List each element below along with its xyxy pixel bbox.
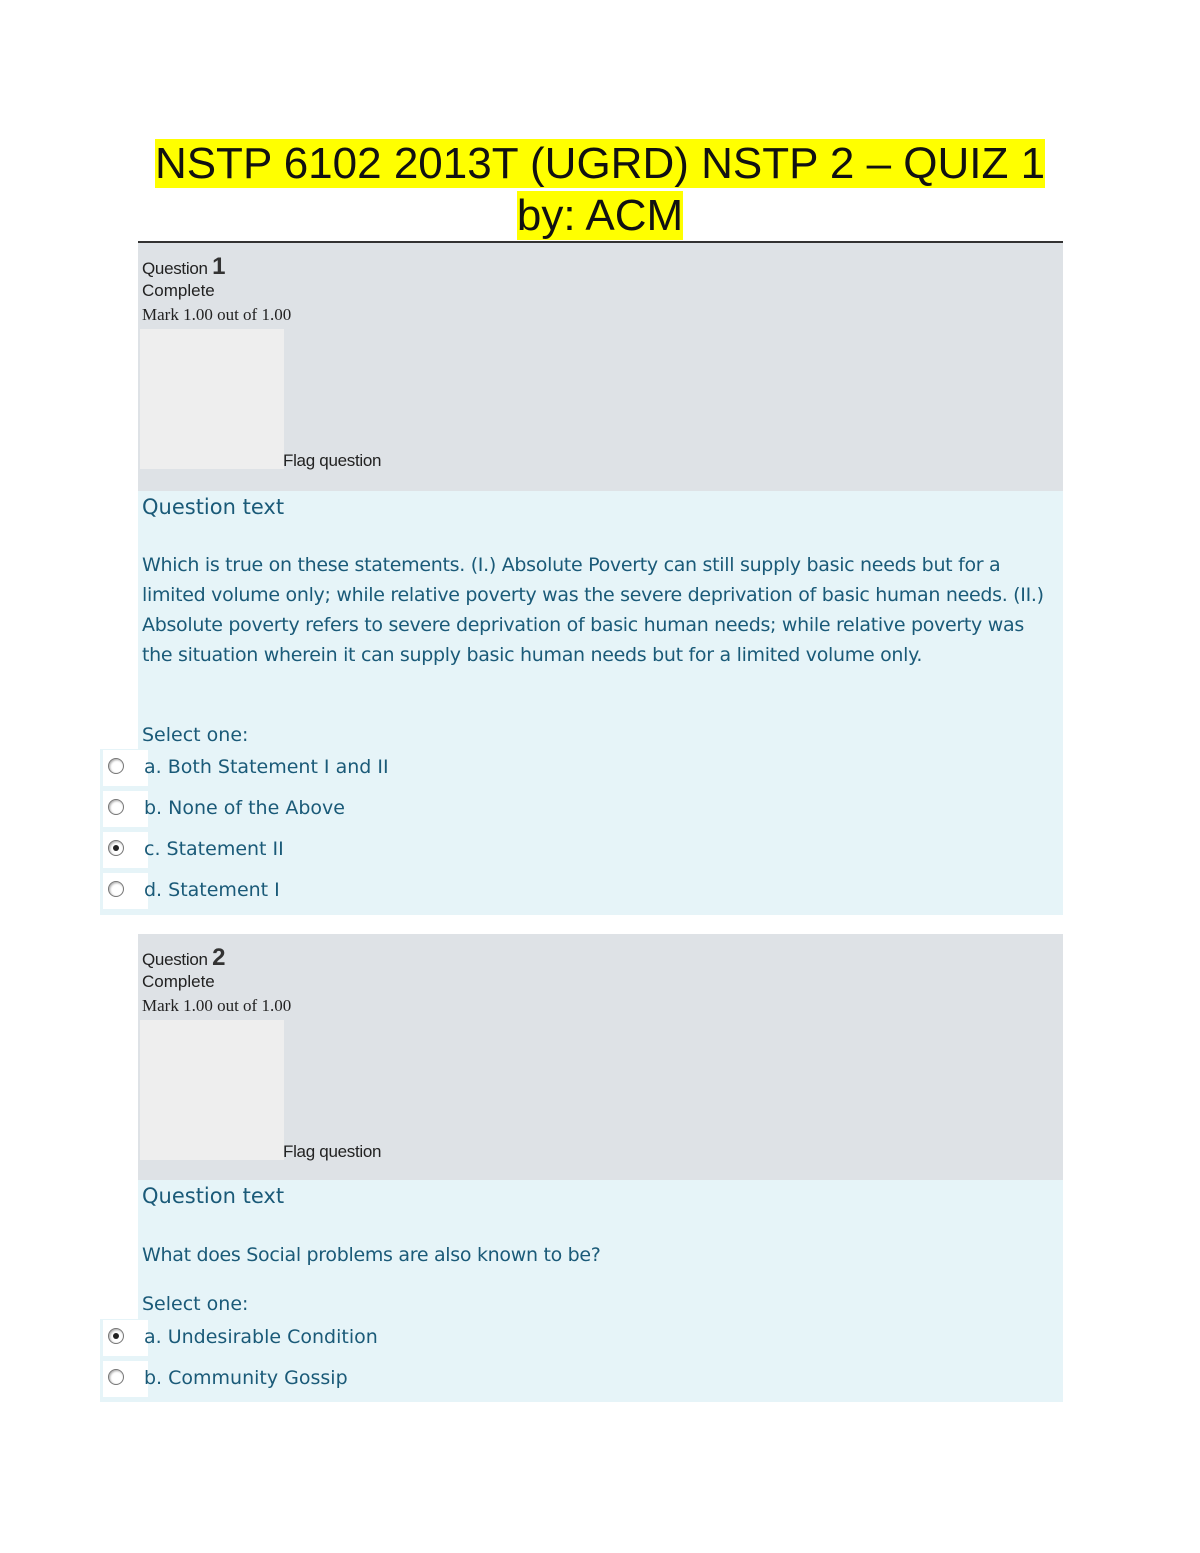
question-text-heading: Question text xyxy=(142,1184,285,1208)
answer-option-a[interactable] xyxy=(100,1324,1063,1362)
question-grade: Mark 1.00 out of 1.00 xyxy=(142,996,292,1015)
document-title xyxy=(140,138,1060,242)
question-1 xyxy=(100,243,1063,915)
question-text: What does Social problems are also known to be? xyxy=(142,1244,601,1266)
radio-cell xyxy=(100,1320,148,1356)
question-number-value: 2 xyxy=(212,944,226,971)
radio-button[interactable] xyxy=(108,881,124,897)
question-text-heading: Question text xyxy=(142,495,285,519)
select-one-prompt: Select one: xyxy=(142,1293,249,1315)
answer-option-b[interactable] xyxy=(100,795,1063,833)
question-info xyxy=(138,243,1063,491)
title-line-2: by: ACM xyxy=(516,191,684,240)
option-label[interactable]: a. Undesirable Condition xyxy=(144,1326,378,1348)
flag-icon[interactable] xyxy=(140,1020,284,1160)
question-number-value: 1 xyxy=(212,253,226,280)
question-label: Question xyxy=(142,950,208,969)
answer-option-d[interactable] xyxy=(100,877,1063,915)
question-2 xyxy=(100,934,1063,1402)
answer-option-a[interactable] xyxy=(100,754,1063,792)
option-label[interactable]: b. Community Gossip xyxy=(144,1367,348,1389)
option-label[interactable]: c. Statement II xyxy=(144,838,284,860)
question-info xyxy=(138,934,1063,1180)
select-one-prompt: Select one: xyxy=(142,724,249,746)
answer-option-c[interactable] xyxy=(100,836,1063,874)
question-grade: Mark 1.00 out of 1.00 xyxy=(142,305,292,324)
question-label: Question xyxy=(142,259,208,278)
answer-option-b[interactable] xyxy=(100,1365,1063,1403)
radio-button[interactable] xyxy=(108,758,124,774)
question-state: Complete xyxy=(142,281,215,300)
question-text: Which is true on these statements. (I.) Absolute Poverty can still supply basic needs but for a limited volume only; while relative poverty was the severe deprivation of basic human needs. (II.) Absolute poverty refers to severe deprivation of basic human needs; while relative poverty was the situation wherein it can supply basic human needs but for a limited volume only. xyxy=(142,554,1044,666)
radio-cell xyxy=(100,873,148,909)
radio-button[interactable] xyxy=(108,799,124,815)
flag-icon[interactable] xyxy=(140,329,284,469)
radio-cell xyxy=(100,832,148,868)
option-label[interactable]: a. Both Statement I and II xyxy=(144,756,389,778)
question-state: Complete xyxy=(142,972,215,991)
question-number xyxy=(142,944,225,972)
question-number xyxy=(142,253,225,281)
flag-question-link[interactable]: Flag question xyxy=(283,1142,382,1161)
title-line-1: NSTP 6102 2013T (UGRD) NSTP 2 – QUIZ 1 xyxy=(154,139,1046,188)
radio-button-checked[interactable] xyxy=(108,840,124,856)
radio-cell xyxy=(100,750,148,786)
radio-cell xyxy=(100,1361,148,1397)
radio-button[interactable] xyxy=(108,1369,124,1385)
option-label[interactable]: d. Statement I xyxy=(144,879,280,901)
option-label[interactable]: b. None of the Above xyxy=(144,797,345,819)
flag-question-link[interactable]: Flag question xyxy=(283,451,382,470)
radio-cell xyxy=(100,791,148,827)
radio-button-checked[interactable] xyxy=(108,1328,124,1344)
